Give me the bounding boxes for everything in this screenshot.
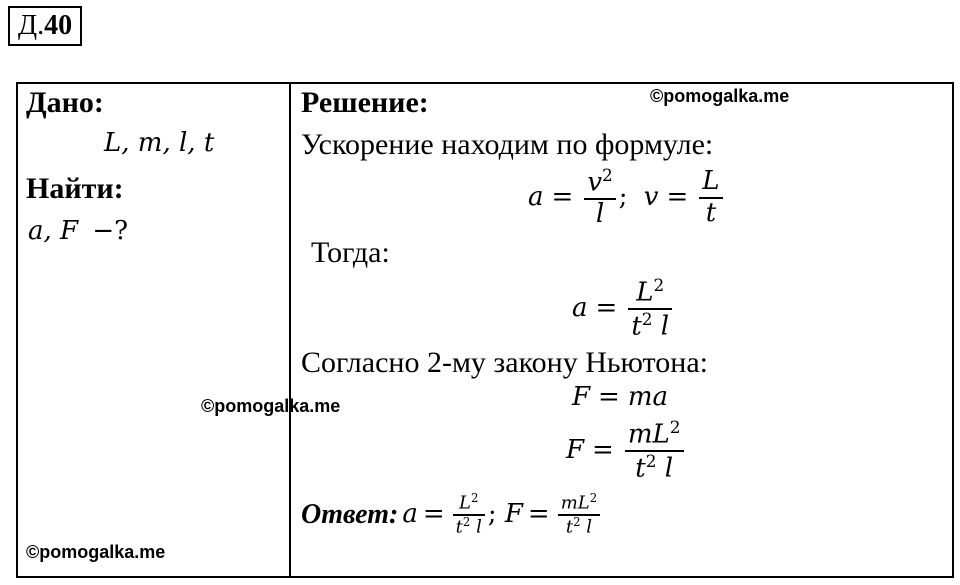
exponent-2: 2 [462,515,471,530]
exponent-2: 2 [589,491,598,505]
solution-heading: Решение: [301,86,429,119]
problem-prefix: Д. [18,10,45,41]
symbol-l: l [586,516,593,538]
equals-sign: = [595,293,618,324]
find-heading: Найти: [26,172,124,205]
symbol-L: L [699,167,722,199]
newton-law-text: Согласно 2-му закону Ньютона: [301,346,708,379]
symbol-t: t [455,516,463,538]
symbol-F: F [566,435,585,466]
exponent-2: 2 [653,275,665,295]
answer-fraction-F [558,492,600,538]
answer-line [301,492,603,538]
semicolon: ; [487,499,497,530]
symbol-l: l [664,453,674,484]
symbol-ma: ma [627,382,668,412]
answer-fraction-a [453,492,485,538]
symbol-l: l [660,311,670,342]
symbol-L: L [577,492,590,514]
equals-sign: = [598,382,620,412]
formula-acceleration-velocity [528,166,726,230]
formula-force-result [566,418,687,484]
symbol-v: v [643,182,659,213]
given-heading: Дано: [26,86,104,119]
exponent-2: 2 [471,491,479,505]
symbol-l: l [476,516,482,538]
answer-formulas [402,491,603,538]
exponent-2: 2 [645,451,657,472]
symbol-t: t [565,516,574,538]
symbol-t: t [635,453,646,484]
symbol-a: a [572,293,588,324]
fraction-L2-over-t2l [628,276,672,342]
column-divider [289,82,291,578]
formula-newton-second-law [572,382,668,412]
watermark-top: ©pomogalka.me [650,86,790,106]
fraction-v2-over-l [584,166,615,230]
symbol-a: a [402,499,418,530]
watermark-bottom: ©pomogalka.me [26,542,166,562]
equals-sign: = [551,182,574,213]
equals-sign: = [527,499,550,530]
semicolon: ; [618,182,628,213]
exponent-2: 2 [573,515,581,530]
then-text: Тогда: [311,236,390,269]
fraction-L-over-t [699,167,722,229]
symbol-l: l [595,199,605,230]
symbol-F: F [504,499,523,530]
symbol-m: m [560,492,578,514]
find-question-mark: −? [92,216,129,246]
symbol-t: t [631,311,642,342]
exponent-2: 2 [669,417,681,437]
formula-acceleration-result [572,276,675,342]
symbol-F: F [572,382,591,412]
symbol-v: v [587,167,603,198]
given-values: L, m, l, t [104,128,215,158]
accel-intro-text: Ускорение находим по формуле: [301,128,714,161]
exponent-2: 2 [641,309,653,330]
watermark-middle: ©pomogalka.me [201,396,341,416]
symbol-t: t [705,198,717,229]
equals-sign: = [592,435,614,466]
fraction-mL2-over-t2l [625,418,684,484]
exponent-2: 2 [602,165,613,185]
equals-sign: = [422,499,445,530]
symbol-L: L [652,419,670,450]
problem-number-badge [8,6,82,46]
find-quantities: a, F [28,216,79,246]
equals-sign: = [666,182,689,213]
symbol-L: L [459,492,471,514]
symbol-m: m [627,419,653,450]
answer-label: Ответ: [301,499,399,531]
find-values [28,216,128,246]
problem-number: 40 [44,10,73,41]
symbol-a: a [528,182,544,213]
symbol-L: L [636,277,654,308]
